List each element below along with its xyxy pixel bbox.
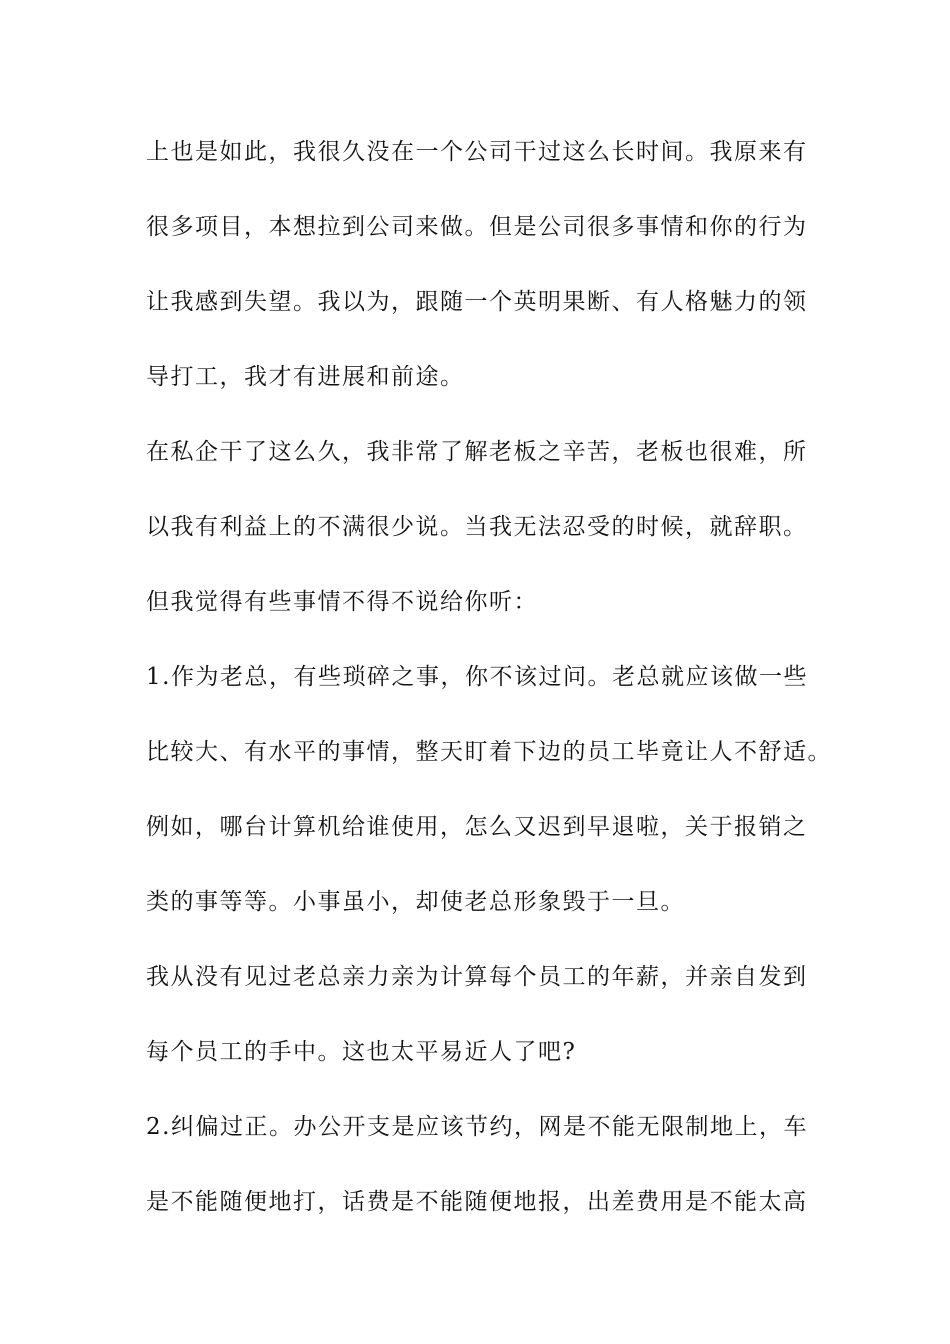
- line-gap: [146, 475, 826, 505]
- line-gap: [146, 1150, 826, 1180]
- line-gap: [146, 1000, 826, 1030]
- line-gap: [146, 850, 826, 880]
- text-line: 类的事等等。小事虽小，却使老总形象毁于一旦。: [146, 889, 685, 915]
- line-gap: [146, 175, 826, 205]
- text-line: 导打工，我才有进展和前途。: [146, 364, 465, 390]
- line-gap: [146, 625, 826, 655]
- line-gap: [146, 1075, 826, 1105]
- text-line: 我从没有见过老总亲力亲为计算每个员工的年薪，并亲自发到: [146, 964, 808, 990]
- line-gap: [146, 925, 826, 955]
- text-line: 让我感到失望。我以为，跟随一个英明果断、有人格魅力的领: [146, 289, 808, 315]
- text-line: 每个员工的手中。这也太平易近人了吧?: [146, 1039, 577, 1065]
- document-body: [146, 130, 832, 1225]
- line-gap: [146, 250, 826, 280]
- text-line: 2.纠偏过正。办公开支是应该节约，网是不能无限制地上，车: [146, 1114, 808, 1140]
- text-line: 但我觉得有些事情不得不说给你听：: [146, 589, 538, 615]
- line-gap: [146, 400, 826, 430]
- text-line: 例如，哪台计算机给谁使用，怎么又迟到早退啦，关于报销之: [146, 814, 808, 840]
- text-line: 比较大、有水平的事情，整天盯着下边的员工毕竟让人不舒适。: [146, 739, 832, 765]
- text-line: 很多项目，本想拉到公司来做。但是公司很多事情和你的行为: [146, 214, 808, 240]
- text-line: 1.作为老总，有些琐碎之事，你不该过问。老总就应该做一些: [146, 664, 808, 690]
- line-gap: [146, 550, 826, 580]
- text-line: 在私企干了这么久，我非常了解老板之辛苦，老板也很难，所: [146, 439, 808, 465]
- line-gap: [146, 325, 826, 355]
- text-line: 是不能随便地打，话费是不能随便地报，出差费用是不能太高: [146, 1189, 808, 1215]
- text-line: 上也是如此，我很久没在一个公司干过这么长时间。我原来有: [146, 139, 808, 165]
- line-gap: [146, 775, 826, 805]
- line-gap: [146, 700, 826, 730]
- text-line: 以我有利益上的不满很少说。当我无法忍受的时候，就辞职。: [146, 514, 808, 540]
